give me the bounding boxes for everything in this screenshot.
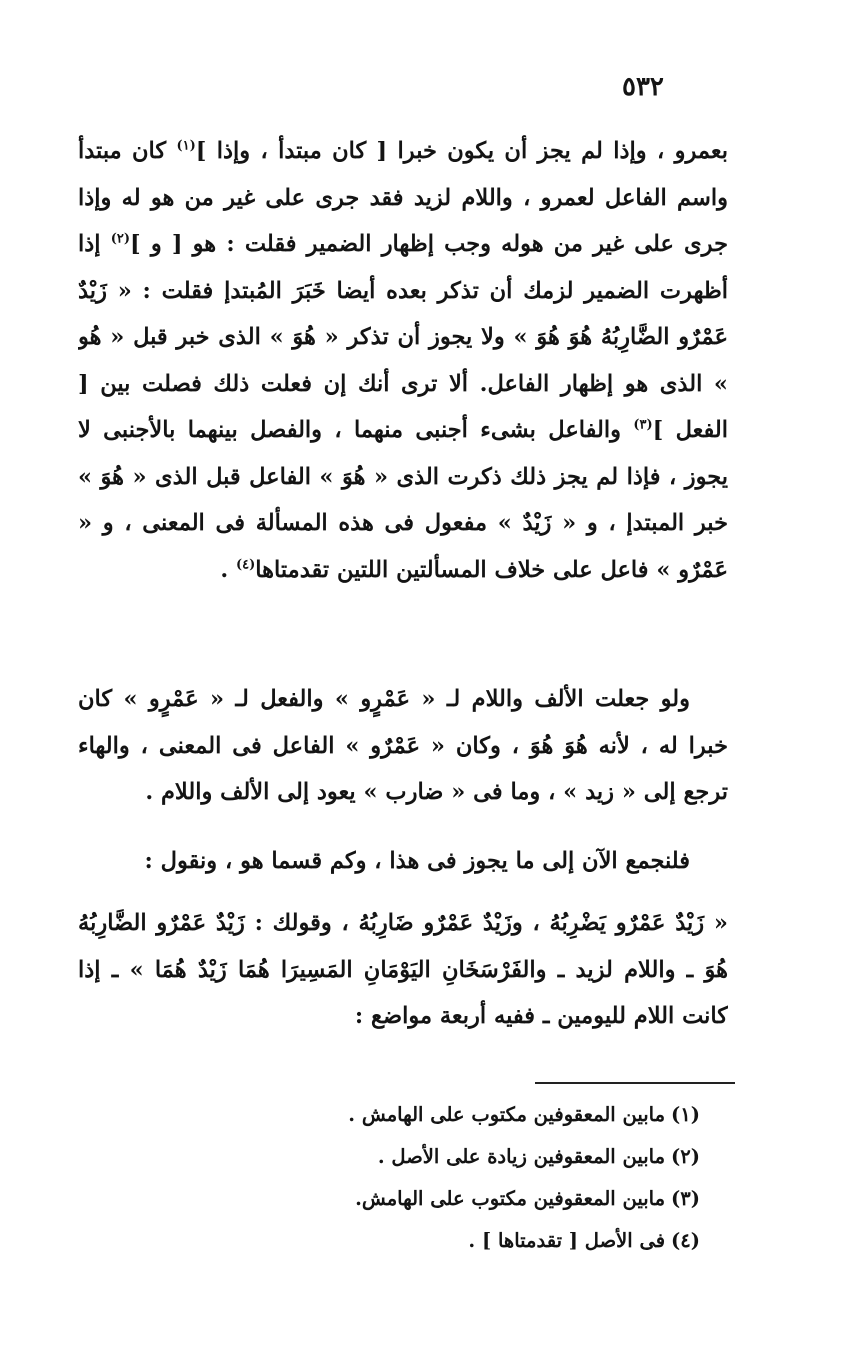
footnote-1 xyxy=(260,1094,700,1136)
page-number: ٥٣٢ xyxy=(622,72,664,102)
footnote-4-text: فى الأصل [ تقدمتاها ] . xyxy=(468,1229,666,1252)
footnote-4-number: (٤) xyxy=(671,1229,700,1252)
footnote-ref-3: (٣) xyxy=(633,417,653,433)
footnote-divider xyxy=(535,1082,735,1084)
paragraph-3: فلنجمع الآن إلى ما يجوز فى هذا ، وكم قسما هو ، ونقول : xyxy=(144,848,690,874)
footnote-3-number: (٣) xyxy=(671,1187,700,1210)
paragraph-2: ولو جعلت الألف واللام لـ « عَمْرٍو » والفعل لـ « عَمْرٍو » كان خبرا له ، لأنه هُوَ هُوَ ، وكان « عَمْرٌو » الفاعل فى المعنى ، والهاء ترجع إلى « زيد » ، وما فى « ضارب » يعود إلى الألف واللام . xyxy=(78,686,728,805)
paragraph-1 xyxy=(78,128,728,648)
paragraph-1-text-1: بعمرو ، وإذا لم يجز أن يكون خبرا [ كان مبتدأ ، وإذا ] xyxy=(195,138,728,164)
footnotes xyxy=(260,1094,700,1262)
footnote-2-text: مابين المعقوفين زيادة على الأصل . xyxy=(377,1145,666,1168)
footnote-3 xyxy=(260,1178,700,1220)
footnote-ref-4: (٤) xyxy=(235,557,256,572)
footnote-4 xyxy=(260,1220,700,1262)
footnote-2-number: (٢) xyxy=(671,1145,700,1168)
footnote-ref-2: (٢) xyxy=(110,231,130,247)
paragraph-4: « زَيْدٌ عَمْرٌو يَضْرِبُهُ ، وزَيْدٌ عَمْرٌو ضَارِبُهُ ، وقولك : زَيْدٌ عَمْرٌو الضَّارِبُهُ هُوَ ـ واللام لزيد ـ والفَرْسَخَانِ اليَوْمَانِ المَسِيرَا هُمَا زَيْدٌ هُمَا » ـ إذا كانت اللام لليومين ـ ففيه أربعة مواضع : xyxy=(78,910,728,1029)
paragraph-1-text-2: كان مبتدأ واسم الفاعل لعمرو ، واللام لزيد فقد جرى على غير من هو له وإذا جرى على غير من هوله وجب إظهار الضمير فقلت : هو [ و ] xyxy=(78,138,728,257)
paragraph-1-text-4: والفاعل بشىء أجنبى منهما ، والفصل بينهما بالأجنبى لا يجوز ، فإذا لم يجز ذلك ذكرت الذى « هُوَ » الفاعل قبل الذى « هُوَ » خبر المبتدإ ، و « زَيْدٌ » مفعول فى هذه المسألة فى المعنى ، و « عَمْرٌو » فاعل على خلاف المسألتين اللتين تقدمتاها xyxy=(78,417,728,583)
footnote-1-number: (١) xyxy=(671,1103,700,1126)
paragraph-1-text-5: . xyxy=(220,556,236,583)
footnote-1-text: مابين المعقوفين مكتوب على الهامش . xyxy=(348,1103,666,1126)
paragraph-1-text-3: إذا أظهرت الضمير لزمك أن تذكر بعده أيضا خَبَرَ المُبتدإ فقلت : « زَيْدٌ عَمْرٌو الضَّارِبُهُ هُوَ هُوَ » ولا يجوز أن تذكر « هُوَ » الذى خبر قبل « هُو » الذى هو إظهار الفاعل. ألا ترى أنك إن فعلت ذلك فصلت بين [ الفعل ] xyxy=(78,231,728,443)
footnote-3-text: مابين المعقوفين مكتوب على الهامش. xyxy=(355,1187,666,1210)
main-text xyxy=(78,128,728,1050)
footnote-2 xyxy=(260,1136,700,1178)
footnote-ref-1: (١) xyxy=(176,138,196,154)
